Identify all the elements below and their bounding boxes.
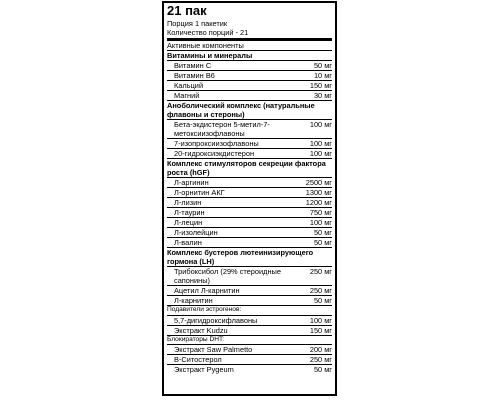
ingredient-row xyxy=(167,188,332,198)
ingredient-amount: 100 мг xyxy=(309,149,332,158)
ingredient-row xyxy=(167,61,332,71)
ingredient-row xyxy=(167,286,332,296)
supplement-facts-panel xyxy=(162,1,337,396)
ingredient-name: Л-орнитин АКГ xyxy=(174,188,225,197)
ingredient-name: Л-изолейцин xyxy=(174,228,218,237)
ingredient-amount: 50 мг xyxy=(313,238,332,247)
ingredient-amount: 1300 мг xyxy=(305,188,332,197)
ingredient-name: Бета-экдистерон 5-метил-7-метоксиизофлавоны xyxy=(174,120,270,138)
section-header xyxy=(167,101,332,120)
ingredient-row xyxy=(167,120,332,139)
product-title: 21 пак xyxy=(167,3,207,18)
ingredient-name: Л-аргинин xyxy=(174,178,209,187)
ingredient-name: Л-карнитин xyxy=(174,296,213,305)
ingredient-row xyxy=(167,365,332,374)
ingredient-name: Ацетил Л-карнитин xyxy=(174,286,240,295)
ingredient-row xyxy=(167,326,332,336)
ingredient-name: Кальций xyxy=(174,81,204,90)
ingredient-name: Л-валин xyxy=(174,238,202,247)
ingredient-amount: 2500 мг xyxy=(305,178,332,187)
ingredient-row xyxy=(167,228,332,238)
ingredient-name: Л-лизин xyxy=(174,198,202,207)
ingredient-amount: 50 мг xyxy=(313,365,332,374)
ingredient-row xyxy=(167,139,332,149)
section-title: Аноболический комплекс (натуральные флавоны и стероны) xyxy=(167,101,315,119)
ingredient-name: Трибоксибол (29% стероидные сапонины) xyxy=(174,267,281,285)
ingredient-name: Витамин С xyxy=(174,61,212,70)
ingredient-row xyxy=(167,81,332,91)
section-title: Комплекс стимуляторов секреции фактора роста (hGF) xyxy=(167,159,326,177)
ingredient-list xyxy=(167,51,332,374)
subsection-header xyxy=(167,336,332,346)
ingredient-amount: 100 мг xyxy=(309,315,332,325)
ingredient-row xyxy=(167,267,332,286)
section-title: Комплекс бустеров лютеинизирующего гормона (LH) xyxy=(167,248,314,266)
ingredient-amount: 150 мг xyxy=(309,81,332,90)
ingredient-row xyxy=(167,238,332,248)
section-header xyxy=(167,159,332,178)
section-title: Витамины и минералы xyxy=(167,51,253,60)
ingredient-amount: 10 мг xyxy=(313,71,332,80)
ingredient-row xyxy=(167,316,332,326)
ingredient-row xyxy=(167,345,332,355)
ingredient-name: Магний xyxy=(174,91,200,100)
section-header xyxy=(167,248,332,267)
ingredient-amount: 50 мг xyxy=(313,296,332,305)
serving-size: Порция 1 пакетик xyxy=(167,19,228,28)
ingredient-row xyxy=(167,208,332,218)
ingredient-row xyxy=(167,198,332,208)
ingredient-row xyxy=(167,355,332,365)
ingredient-name: Л-лецин xyxy=(174,218,203,227)
ingredient-amount: 50 мг xyxy=(313,61,332,70)
ingredient-amount: 750 мг xyxy=(309,208,332,217)
section-header xyxy=(167,51,332,61)
ingredient-row xyxy=(167,91,332,101)
ingredient-amount: 50 мг xyxy=(313,228,332,237)
ingredient-row xyxy=(167,218,332,228)
ingredient-amount: 150 мг xyxy=(309,325,332,335)
ingredient-row xyxy=(167,149,332,159)
ingredient-name: 5,7-дигидроксифлавоны xyxy=(174,315,258,325)
ingredient-name: В-Ситостерол xyxy=(174,355,222,364)
ingredient-name: 7-изопроксиизофлавоны xyxy=(174,139,259,148)
ingredient-amount: 30 мг xyxy=(313,91,332,100)
ingredient-amount: 250 мг xyxy=(309,286,332,295)
ingredient-row xyxy=(167,296,332,306)
ingredient-amount: 100 мг xyxy=(309,139,332,148)
ingredient-amount: 100 мг xyxy=(309,218,332,227)
ingredient-name: Витамин В6 xyxy=(174,71,215,80)
ingredient-amount: 1200 мг xyxy=(305,198,332,207)
ingredient-name: Экстракт Saw Palmetto xyxy=(174,345,253,354)
active-components-header: Активные компоненты xyxy=(167,41,332,51)
ingredient-name: Экстракт Kudzu xyxy=(174,325,228,335)
ingredient-name: Л-таурин xyxy=(174,208,205,217)
servings-count: Количество порций - 21 xyxy=(167,28,332,41)
ingredient-row xyxy=(167,178,332,188)
subsection-header xyxy=(167,306,332,316)
ingredient-row xyxy=(167,71,332,81)
ingredient-name: 20-гидроксиэкдистерон xyxy=(174,149,255,158)
ingredient-amount: 250 мг xyxy=(309,267,332,276)
ingredient-amount: 100 мг xyxy=(309,120,332,129)
section-title: Подавители эстрогенов: xyxy=(167,306,242,313)
ingredient-amount: 200 мг xyxy=(309,345,332,354)
section-title: Блокираторы DHT: xyxy=(167,335,225,343)
ingredient-name: Экстракт Pygeum xyxy=(174,365,234,374)
ingredient-amount: 250 мг xyxy=(309,355,332,364)
